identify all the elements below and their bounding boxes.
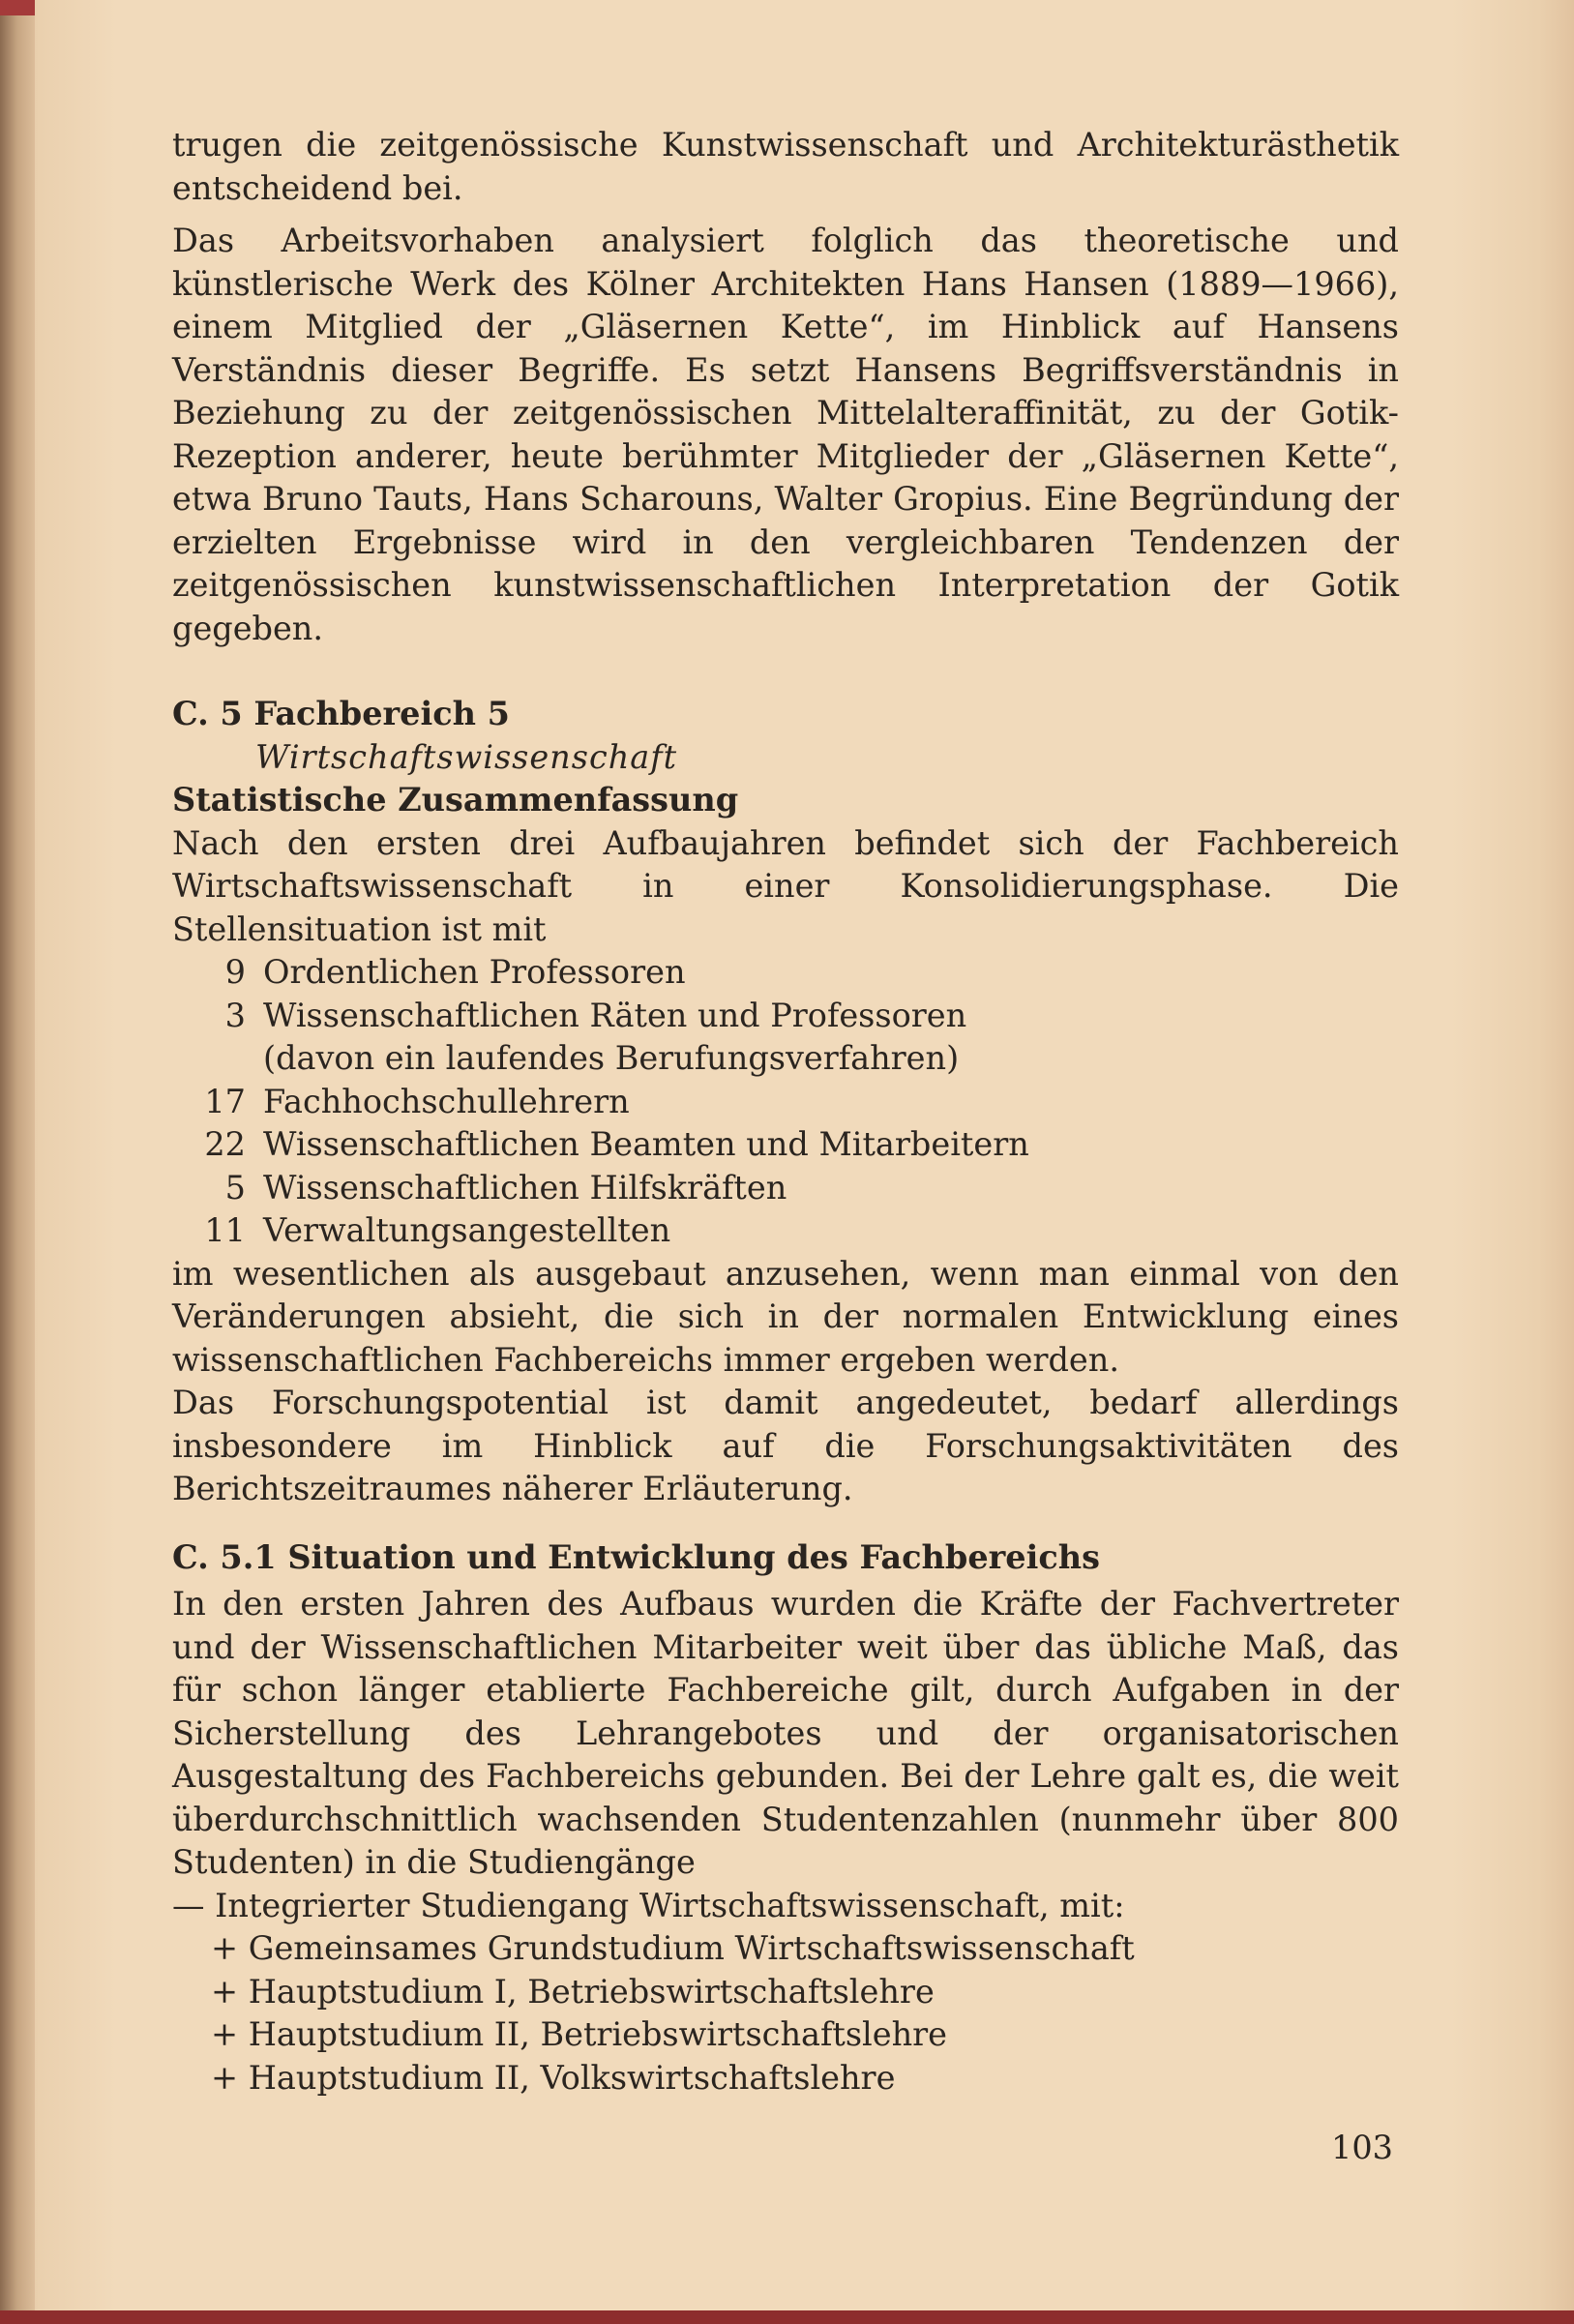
staff-item [172, 1167, 1399, 1210]
staff-list [172, 951, 1399, 1253]
page-number: 103 [1331, 2129, 1393, 2166]
paragraph-situation: In den ersten Jahren des Aufbaus wurden die Kräfte der Fachvertreter und der Wissenschaftlichen Mitarbeiter weit über das übliche Maß, das für schon länger etablierte Fachbereiche gilt, durch Aufgaben in der Sicherstellung des Lehrangebotes und der organisatorischen Ausgestaltung des Fachbereichs gebunden. Bei der Lehre galt es, die weit überdurchschnittlich wachsenden Studentenzahlen (nunmehr über 800 Studenten) in die Studiengänge [172, 1585, 1399, 1881]
paragraph-after-list: im wesentlichen als ausgebaut anzusehen, wenn man einmal von den Veränderungen absieht, die sich in der normalen Entwicklung eines wissenschaftlichen Fachbereichs immer ergeben werden. [172, 1254, 1399, 1379]
staff-note: (davon ein laufendes Berufungsverfahren) [263, 1039, 960, 1077]
staff-count: 22 [204, 1125, 246, 1163]
paragraph-hansen: Das Arbeitsvorhaben analysiert folglich das theoretische und künstlerische Werk des Kölner Architekten Hans Hansen (1889—1966), einem Mitglied der „Gläsernen Kette“, im Hinblick auf Hansens Verständnis dieser Begriffe. Es setzt Hansens Begriffsverständnis in Beziehung zu der zeitgenössischen Mittelalteraffinität, zu der Gotik-Rezeption anderer, heute berühmter Mitglieder der „Gläsernen Kette“, etwa Bruno Tauts, Hans Scharouns, Walter Gropius. Eine Begründung der erzielten Ergebnisse wird in den vergleichbaren Tendenzen der zeitgenössischen kunstwissenschaftlichen Interpretation der Gotik gegeben. [172, 222, 1399, 647]
staff-count: 3 [224, 996, 246, 1034]
staff-item [172, 1123, 1399, 1167]
staff-item [172, 1081, 1399, 1124]
paragraph-intro: trugen die zeitgenössische Kunstwissenschaft und Architekturästhetik entscheidend bei. [172, 126, 1399, 207]
paragraph-summary-intro: Nach den ersten drei Aufbaujahren befindet sich der Fachbereich Wirtschaftswissenschaft in einer Konsolidierungsphase. Die Stellensituation ist mit [172, 823, 1399, 948]
staff-label: Verwaltungsangestellten [263, 1211, 671, 1249]
study-program-item: — Integrierter Studiengang Wirtschaftswissenschaft, mit: [172, 1886, 1125, 1924]
staff-label: Wissenschaftlichen Hilfskräften [263, 1168, 787, 1207]
cover-edge-bottom [0, 2310, 1574, 2324]
paragraph-research: Das Forschungspotential ist damit angedeutet, bedarf allerdings insbesondere im Hinblick auf die Forschungsaktivitäten des Berichtszeitraumes näherer Erläuterung. [172, 1384, 1399, 1507]
staff-item [172, 995, 1399, 1038]
staff-label: Fachhochschullehrern [263, 1082, 630, 1120]
staff-count: 9 [224, 953, 246, 991]
staff-count: 5 [224, 1168, 246, 1207]
section-heading-c51: C. 5.1 Situation und Entwicklung des Fachbereichs [172, 1537, 1100, 1576]
page-content [172, 124, 1399, 2100]
summary-heading: Statistische Zusammenfassung [172, 781, 739, 819]
staff-label: Wissenschaftlichen Räten und Professoren [263, 996, 967, 1034]
book-binding [0, 0, 35, 2324]
study-phase-item: + Hauptstudium I, Betriebswirtschaftslehre [211, 1972, 935, 2011]
section-subheading: Wirtschaftswissenschaft [255, 737, 678, 776]
cover-edge [0, 0, 35, 15]
staff-label: Wissenschaftlichen Beamten und Mitarbeitern [263, 1125, 1029, 1163]
staff-item [172, 1209, 1399, 1253]
section-heading-c5: C. 5 Fachbereich 5 [172, 695, 510, 732]
study-phase-item: + Gemeinsames Grundstudium Wirtschaftswissenschaft [211, 1929, 1135, 1967]
study-phase-item: + Hauptstudium II, Betriebswirtschaftslehre [211, 2015, 947, 2053]
study-phase-item: + Hauptstudium II, Volkswirtschaftslehre [211, 2058, 896, 2097]
staff-count: 17 [204, 1082, 246, 1120]
staff-item [172, 951, 1399, 995]
staff-count: 11 [204, 1211, 246, 1249]
staff-label: Ordentlichen Professoren [263, 953, 686, 991]
